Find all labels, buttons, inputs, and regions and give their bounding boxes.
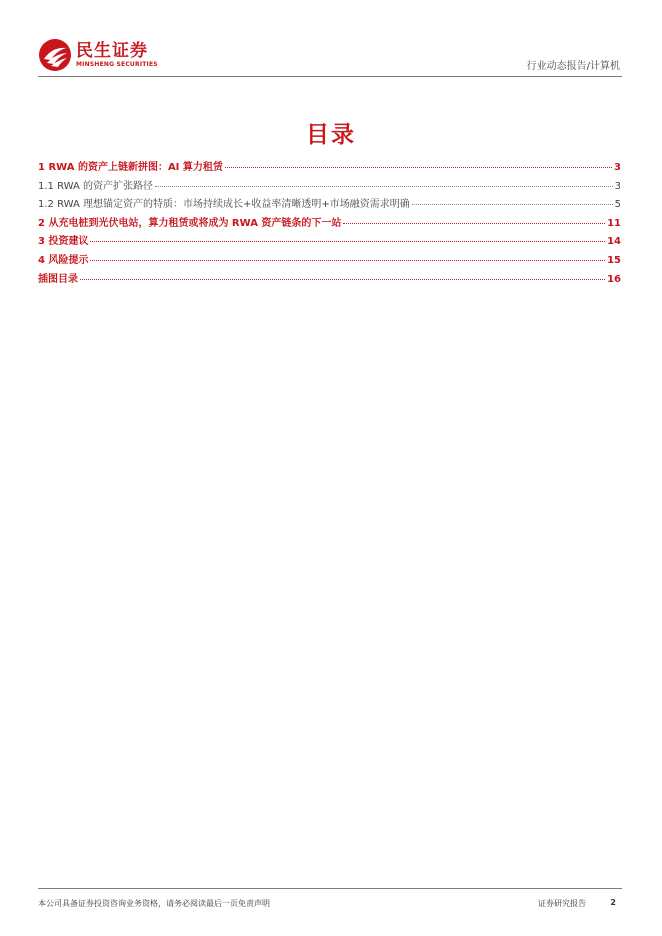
toc-entry-page: 11 bbox=[607, 217, 621, 229]
toc-entry[interactable] bbox=[38, 251, 621, 270]
company-logo bbox=[38, 38, 158, 72]
page-number: 2 bbox=[610, 898, 616, 907]
toc-entry-text: 4 风险提示 bbox=[38, 254, 89, 266]
toc-leader-dots bbox=[155, 186, 613, 187]
toc-entry-page: 15 bbox=[607, 254, 621, 266]
toc-leader-dots bbox=[90, 260, 605, 261]
toc-entry-page: 14 bbox=[607, 236, 621, 248]
toc-leader-dots bbox=[90, 241, 605, 242]
toc-entry-page: 5 bbox=[614, 199, 621, 211]
toc-entry[interactable] bbox=[38, 195, 621, 214]
logo-name-cn: 民生证券 bbox=[76, 41, 148, 61]
toc-leader-dots bbox=[225, 167, 612, 168]
toc-entry-text: 1 RWA 的资产上链新拼图：AI 算力租赁 bbox=[38, 162, 223, 173]
toc-leader-dots bbox=[80, 279, 605, 280]
footer-disclaimer: 本公司具备证券投资咨询业务资格，请务必阅读最后一页免责声明 bbox=[38, 899, 270, 908]
toc-entry-page: 16 bbox=[607, 273, 621, 285]
toc-entry-text: 2 从充电桩到光伏电站，算力租赁或将成为 RWA 资产链条的下一站 bbox=[38, 217, 342, 229]
toc-entry-text: 1.2 RWA 理想锚定资产的特质：市场持续成长+收益率清晰透明+市场融资需求明确 bbox=[38, 199, 410, 211]
footer-doc-type: 证券研究报告 bbox=[538, 899, 586, 908]
minsheng-logo-icon bbox=[38, 38, 72, 72]
table-of-contents bbox=[38, 158, 621, 288]
report-category: 行业动态报告/计算机 bbox=[526, 61, 620, 72]
toc-leader-dots bbox=[343, 223, 605, 224]
toc-entry[interactable] bbox=[38, 270, 621, 289]
toc-title: 目录 bbox=[306, 122, 356, 148]
toc-leader-dots bbox=[412, 204, 613, 205]
logo-text bbox=[76, 41, 158, 69]
toc-entry-text: 3 投资建议 bbox=[38, 236, 89, 248]
toc-entry[interactable] bbox=[38, 232, 621, 251]
toc-entry-page: 3 bbox=[614, 162, 621, 173]
toc-entry[interactable] bbox=[38, 214, 621, 233]
toc-entry-text: 插图目录 bbox=[38, 273, 78, 285]
toc-entry[interactable] bbox=[38, 158, 621, 177]
toc-entry-text: 1.1 RWA 的资产扩张路径 bbox=[38, 180, 153, 192]
toc-entry-page: 3 bbox=[614, 180, 621, 192]
header-divider bbox=[38, 76, 622, 77]
logo-name-en: MINSHENG SECURITIES bbox=[76, 61, 158, 68]
footer-divider bbox=[38, 888, 622, 889]
toc-entry[interactable] bbox=[38, 177, 621, 196]
